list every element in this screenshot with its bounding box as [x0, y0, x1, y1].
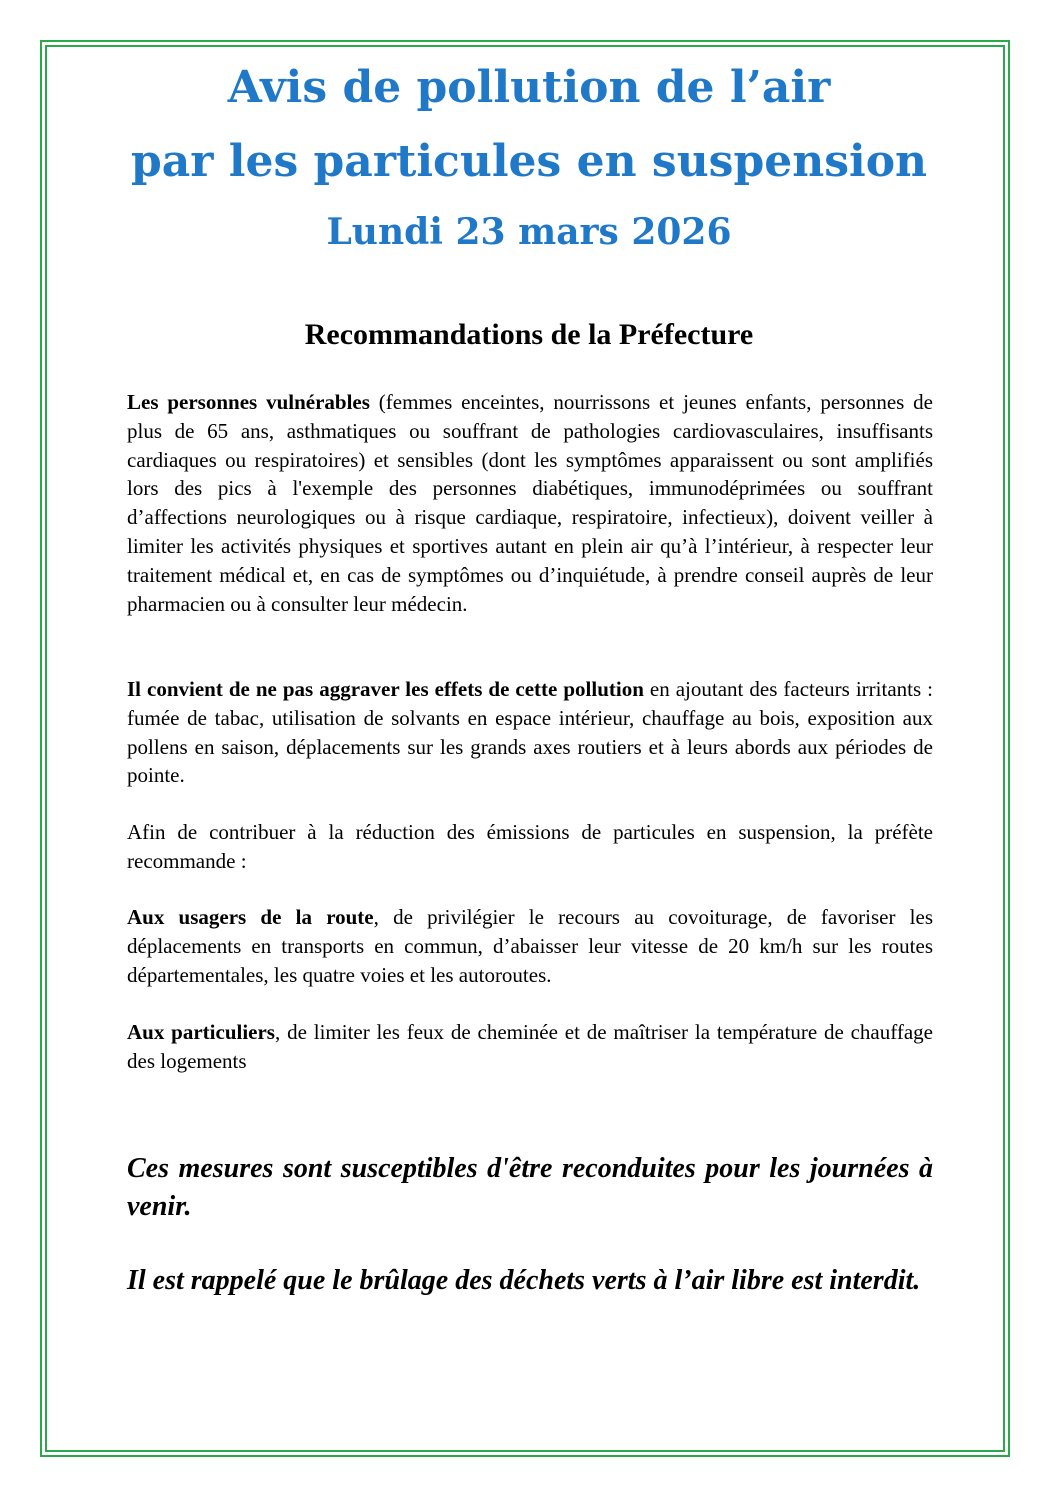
closing-note-renewal: Ces mesures sont susceptibles d'être reconduites pour les journées à venir.: [127, 1153, 933, 1222]
paragraph-individuals: [127, 1018, 933, 1076]
paragraph-body: , de privilégier le recours au covoiturage, de favoriser les déplacements en transports en commun, d’abaisser leur vitesse de 20 km/h sur les routes départementales, les quatre voies et les autoroutes.: [127, 905, 934, 987]
paragraph-body: en ajoutant des facteurs irritants : fumée de tabac, utilisation de solvants en espace intérieur, chauffage au bois, exposition aux pollens en saison, déplacements sur les grands axes routiers et à leurs abords aux périodes de pointe.: [127, 677, 933, 788]
paragraph-body: (femmes enceintes, nourrissons et jeunes enfants, personnes de plus de 65 ans, asthmatiques ou souffrant de pathologies cardiovasculaires, insuffisants cardiaques ou respiratoires) et sensibles (dont les symptômes apparaissent ou sont amplifiés lors des pics à l'exemple des personnes diabétiques, immunodéprimées ou souffrant d’affections neurologiques ou à risque cardiaque, respiratoire, infectieux), doivent veiller à limiter les activités physiques et sportives autant en plein air qu’à l’intérieur, à respecter leur traitement médical et, en cas de symptômes ou d’inquiétude, à prendre conseil auprès de leur pharmacien ou à consulter leur médecin.: [127, 390, 933, 616]
notice-date: Lundi 23 mars 2026: [326, 211, 732, 253]
notice-title-line-1: Avis de pollution de l’air: [227, 62, 831, 113]
notice-title-line-2: par les particules en suspension: [130, 136, 928, 187]
section-heading: Recommandations de la Préfecture: [304, 318, 754, 351]
paragraph-lead: Aux particuliers: [127, 1020, 275, 1044]
paragraph-prefect-recommends: [127, 818, 933, 876]
paragraph-vulnerable-persons: [127, 388, 933, 618]
paragraph-lead: Il convient de ne pas aggraver les effets de cette pollution: [127, 677, 644, 701]
paragraph-body: Afin de contribuer à la réduction des émissions de particules en suspension, la préfète recommande :: [127, 820, 933, 873]
paragraph-lead: Aux usagers de la route: [127, 905, 374, 929]
paragraph-body: , de limiter les feux de cheminée et de maîtriser la température de chauffage des logements: [127, 1020, 934, 1073]
paragraph-avoid-aggravation: [127, 675, 933, 790]
paragraph-road-users: [127, 903, 933, 989]
paragraph-lead: Les personnes vulnérables: [127, 390, 370, 414]
closing-note-burning-ban: Il est rappelé que le brûlage des déchets verts à l’air libre est interdit.: [127, 1265, 921, 1296]
